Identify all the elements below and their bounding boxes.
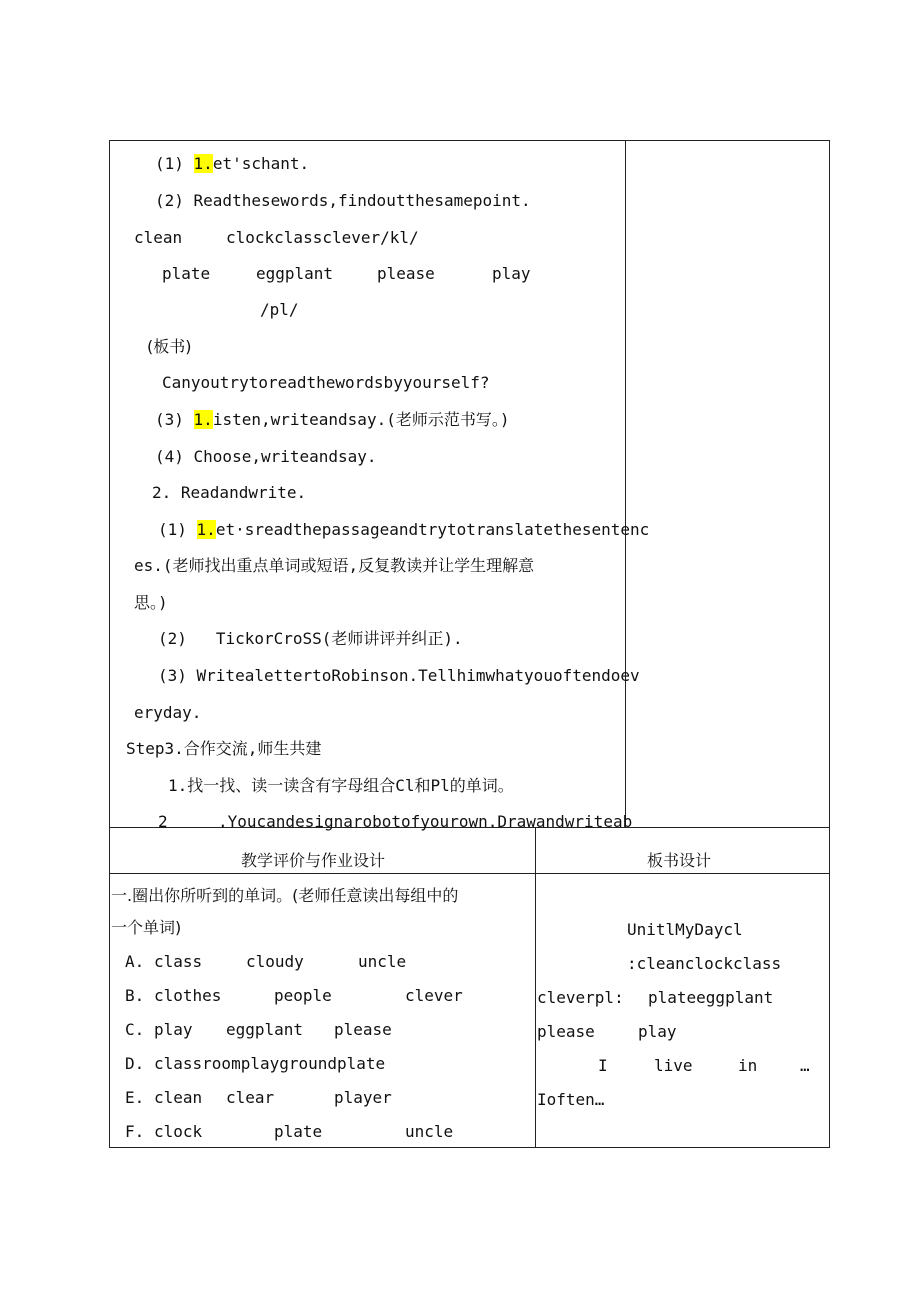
step-1-1 — [155, 154, 309, 174]
exercise-title: 一.圈出你所听到的单词。(老师任意读出每组中的 — [111, 886, 459, 905]
option-letter: A. — [125, 952, 145, 971]
board-line-5d: … — [800, 1056, 810, 1075]
step-2-1-cont: es.(老师找出重点单词或短语,反复教读并让学生理解意 — [134, 556, 535, 575]
option-letter: D. — [125, 1054, 145, 1073]
board-line-5b: live — [654, 1056, 693, 1075]
board-line-6: Ioften… — [537, 1090, 605, 1109]
option-word: clear — [226, 1088, 275, 1107]
step-number: (1) — [155, 154, 184, 173]
step-text: et'schant. — [212, 154, 310, 173]
board-line-5c: in — [738, 1056, 758, 1075]
board-line-4b: play — [638, 1022, 677, 1041]
row-divider-2 — [109, 873, 830, 874]
option-letter: F. — [125, 1122, 145, 1141]
board-line-3a: cleverpl: — [537, 988, 624, 1007]
pl-word-please: please — [377, 264, 435, 283]
option-word: uncle — [358, 952, 407, 971]
board-line-4a: please — [537, 1022, 595, 1041]
board-line-1: UnitlMyDaycl — [627, 920, 743, 939]
step-3-2-num: 2 — [158, 812, 168, 831]
cl-words-a: clean — [134, 228, 183, 247]
option-word: class — [154, 952, 203, 971]
step-2-1-end: 思。) — [134, 593, 168, 612]
option-word: clever — [405, 986, 463, 1005]
option-letter: B. — [125, 986, 145, 1005]
option-letter: C. — [125, 1020, 145, 1039]
step-3-heading: Step3.合作交流,师生共建 — [126, 739, 322, 758]
step-text: et·sreadthepassageandtrytotranslatethesentenc — [215, 520, 650, 539]
question-line: Canyoutrytoreadthewordsbyyourself? — [162, 373, 490, 392]
pl-word-plate: plate — [162, 264, 211, 283]
step-3-2: .Youcandesignarobotofyourown.Drawandwriteab — [218, 812, 633, 831]
option-word: please — [334, 1020, 392, 1039]
step-2-3-cont: eryday. — [134, 703, 202, 722]
cl-words-b: clockclassclever/kl/ — [226, 228, 419, 247]
board-line-3b: plateeggplant — [648, 988, 774, 1007]
option-word: cloudy — [246, 952, 304, 971]
board-note: (板书) — [147, 337, 192, 356]
step-number: (2) — [158, 629, 187, 648]
board-design-header: 板书设计 — [647, 851, 712, 870]
step-1-4: (4) Choose,writeandsay. — [155, 447, 377, 466]
bottom-column-divider — [535, 827, 536, 1148]
step-2: 2. Readandwrite. — [152, 483, 307, 502]
option-word: clothes — [154, 986, 222, 1005]
option-letter: E. — [125, 1088, 145, 1107]
step-number: (1) — [158, 520, 187, 539]
evaluation-header: 教学评价与作业设计 — [241, 851, 386, 870]
step-text: isten,writeandsay.(老师示范书写。) — [212, 410, 510, 429]
step-number: (3) — [155, 410, 184, 429]
step-1-3 — [155, 410, 509, 430]
step-text: TickorCroSS(老师讲评并纠正). — [215, 629, 463, 648]
step-1-2: (2) Readthesewords,findoutthesamepoint. — [155, 191, 531, 210]
step-3-1: 1.找一找、读一读含有字母组合Cl和Pl的单词。 — [168, 776, 514, 795]
highlight-mark: 1. — [193, 154, 213, 173]
pl-word-play: play — [492, 264, 531, 283]
step-2-1 — [158, 520, 649, 540]
step-2-3: (3) WritealettertoRobinson.Tellhimwhatyouoftendoev — [158, 666, 640, 685]
board-line-5a: I — [598, 1056, 608, 1075]
option-word: classroomplaygroundplate — [154, 1054, 386, 1073]
exercise-title-cont: 一个单词) — [111, 918, 182, 937]
option-word: eggplant — [226, 1020, 304, 1039]
pl-phonetic: /pl/ — [260, 300, 299, 319]
top-column-divider — [625, 140, 626, 828]
option-word: play — [154, 1020, 193, 1039]
step-2-2 — [158, 629, 463, 649]
pl-word-eggplant: eggplant — [256, 264, 334, 283]
option-word: clock — [154, 1122, 203, 1141]
option-word: people — [274, 986, 332, 1005]
option-word: player — [334, 1088, 392, 1107]
option-word: uncle — [405, 1122, 454, 1141]
option-word: clean — [154, 1088, 203, 1107]
option-word: plate — [274, 1122, 323, 1141]
highlight-mark: 1. — [196, 520, 216, 539]
board-line-2: :cleanclockclass — [627, 954, 782, 973]
highlight-mark: 1. — [193, 410, 213, 429]
